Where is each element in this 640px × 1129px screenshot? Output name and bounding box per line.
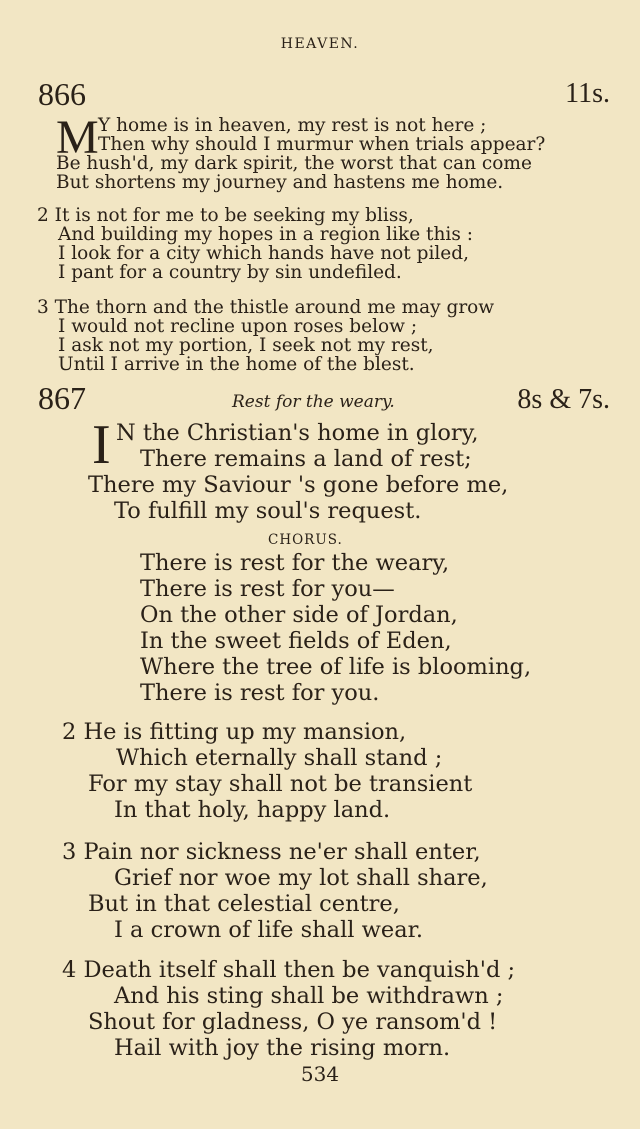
- hymn-866-stanza-3-line-2: I would not recline upon roses below ;: [58, 316, 418, 337]
- hymn-866-meter: 11s.: [565, 78, 610, 109]
- hymn-867-stanza-3-line-4: I a crown of life shall wear.: [114, 917, 424, 943]
- hymn-866-stanza-3-line-3: I ask not my portion, I seek not my rest,: [58, 335, 434, 356]
- hymn-866-stanza-2-line-4: I pant for a country by sin undefiled.: [58, 262, 402, 283]
- hymn-866-stanza-1-line-1: Y home is in heaven, my rest is not here ;: [98, 115, 487, 136]
- chorus-line-5: Where the tree of life is blooming,: [140, 654, 532, 680]
- chorus-line-2: There is rest for you—: [140, 576, 395, 602]
- hymn-867-stanza-1-line-1: N the Christian's home in glory,: [116, 420, 479, 446]
- chorus-label: CHORUS.: [268, 532, 343, 548]
- hymn-866-dropcap: M: [56, 111, 99, 164]
- hymn-866-stanza-3-line-1: 3 The thorn and the thistle around me may grow: [37, 297, 495, 318]
- hymn-867-stanza-3-line-2: Grief nor woe my lot shall share,: [114, 865, 488, 891]
- hymn-867-stanza-2-line-1: 2 He is fitting up my mansion,: [62, 719, 407, 745]
- hymn-867-stanza-2-line-3: For my stay shall not be transient: [88, 771, 473, 797]
- hymn-866-stanza-1-line-2: Then why should I murmur when trials appear?: [98, 134, 546, 155]
- hymn-867-dropcap: I: [92, 414, 111, 476]
- hymn-866-stanza-2-line-3: I look for a city which hands have not piled,: [58, 243, 469, 264]
- hymn-867-meter: 8s & 7s.: [517, 384, 610, 415]
- hymn-867-stanza-2-line-4: In that holy, happy land.: [114, 797, 391, 823]
- running-head: HEAVEN.: [280, 36, 360, 52]
- hymn-867-number: 867: [38, 380, 86, 416]
- hymn-867-stanza-4-line-2: And his sting shall be withdrawn ;: [114, 983, 504, 1009]
- hymn-867-stanza-4-line-1: 4 Death itself shall then be vanquish'd ;: [62, 957, 516, 983]
- hymn-867-stanza-4-line-3: Shout for gladness, O ye ransom'd !: [88, 1009, 498, 1035]
- chorus-line-3: On the other side of Jordan,: [140, 602, 458, 628]
- chorus-line-6: There is rest for you.: [140, 680, 380, 706]
- hymn-867-stanza-1-line-2: There remains a land of rest;: [140, 446, 472, 472]
- chorus-line-4: In the sweet fields of Eden,: [140, 628, 452, 654]
- chorus-line-1: There is rest for the weary,: [140, 550, 450, 576]
- hymn-866-stanza-2-line-1: 2 It is not for me to be seeking my bliss,: [37, 205, 414, 226]
- hymn-867-stanza-3-line-1: 3 Pain nor sickness ne'er shall enter,: [62, 839, 481, 865]
- hymn-866-stanza-1-line-4: But shortens my journey and hastens me home.: [56, 172, 504, 193]
- hymn-867-stanza-3-line-3: But in that celestial centre,: [88, 891, 400, 917]
- hymn-867-stanza-2-line-2: Which eternally shall stand ;: [116, 745, 443, 771]
- page-number: 534: [300, 1062, 340, 1086]
- hymn-867-stanza-1-line-4: To fulfill my soul's request.: [114, 498, 422, 524]
- hymn-866-stanza-1-line-3: Be hush'd, my dark spirit, the worst that can come: [56, 153, 532, 174]
- hymn-867-stanza-4-line-4: Hail with joy the rising morn.: [114, 1035, 451, 1061]
- hymn-866-stanza-2-line-2: And building my hopes in a region like this :: [58, 224, 473, 245]
- hymn-867-stanza-1-line-3: There my Saviour 's gone before me,: [88, 472, 509, 498]
- hymn-867-subtitle: Rest for the weary.: [232, 392, 395, 412]
- hymn-866-stanza-3-line-4: Until I arrive in the home of the blest.: [58, 354, 415, 375]
- hymn-866-number: 866: [38, 76, 86, 112]
